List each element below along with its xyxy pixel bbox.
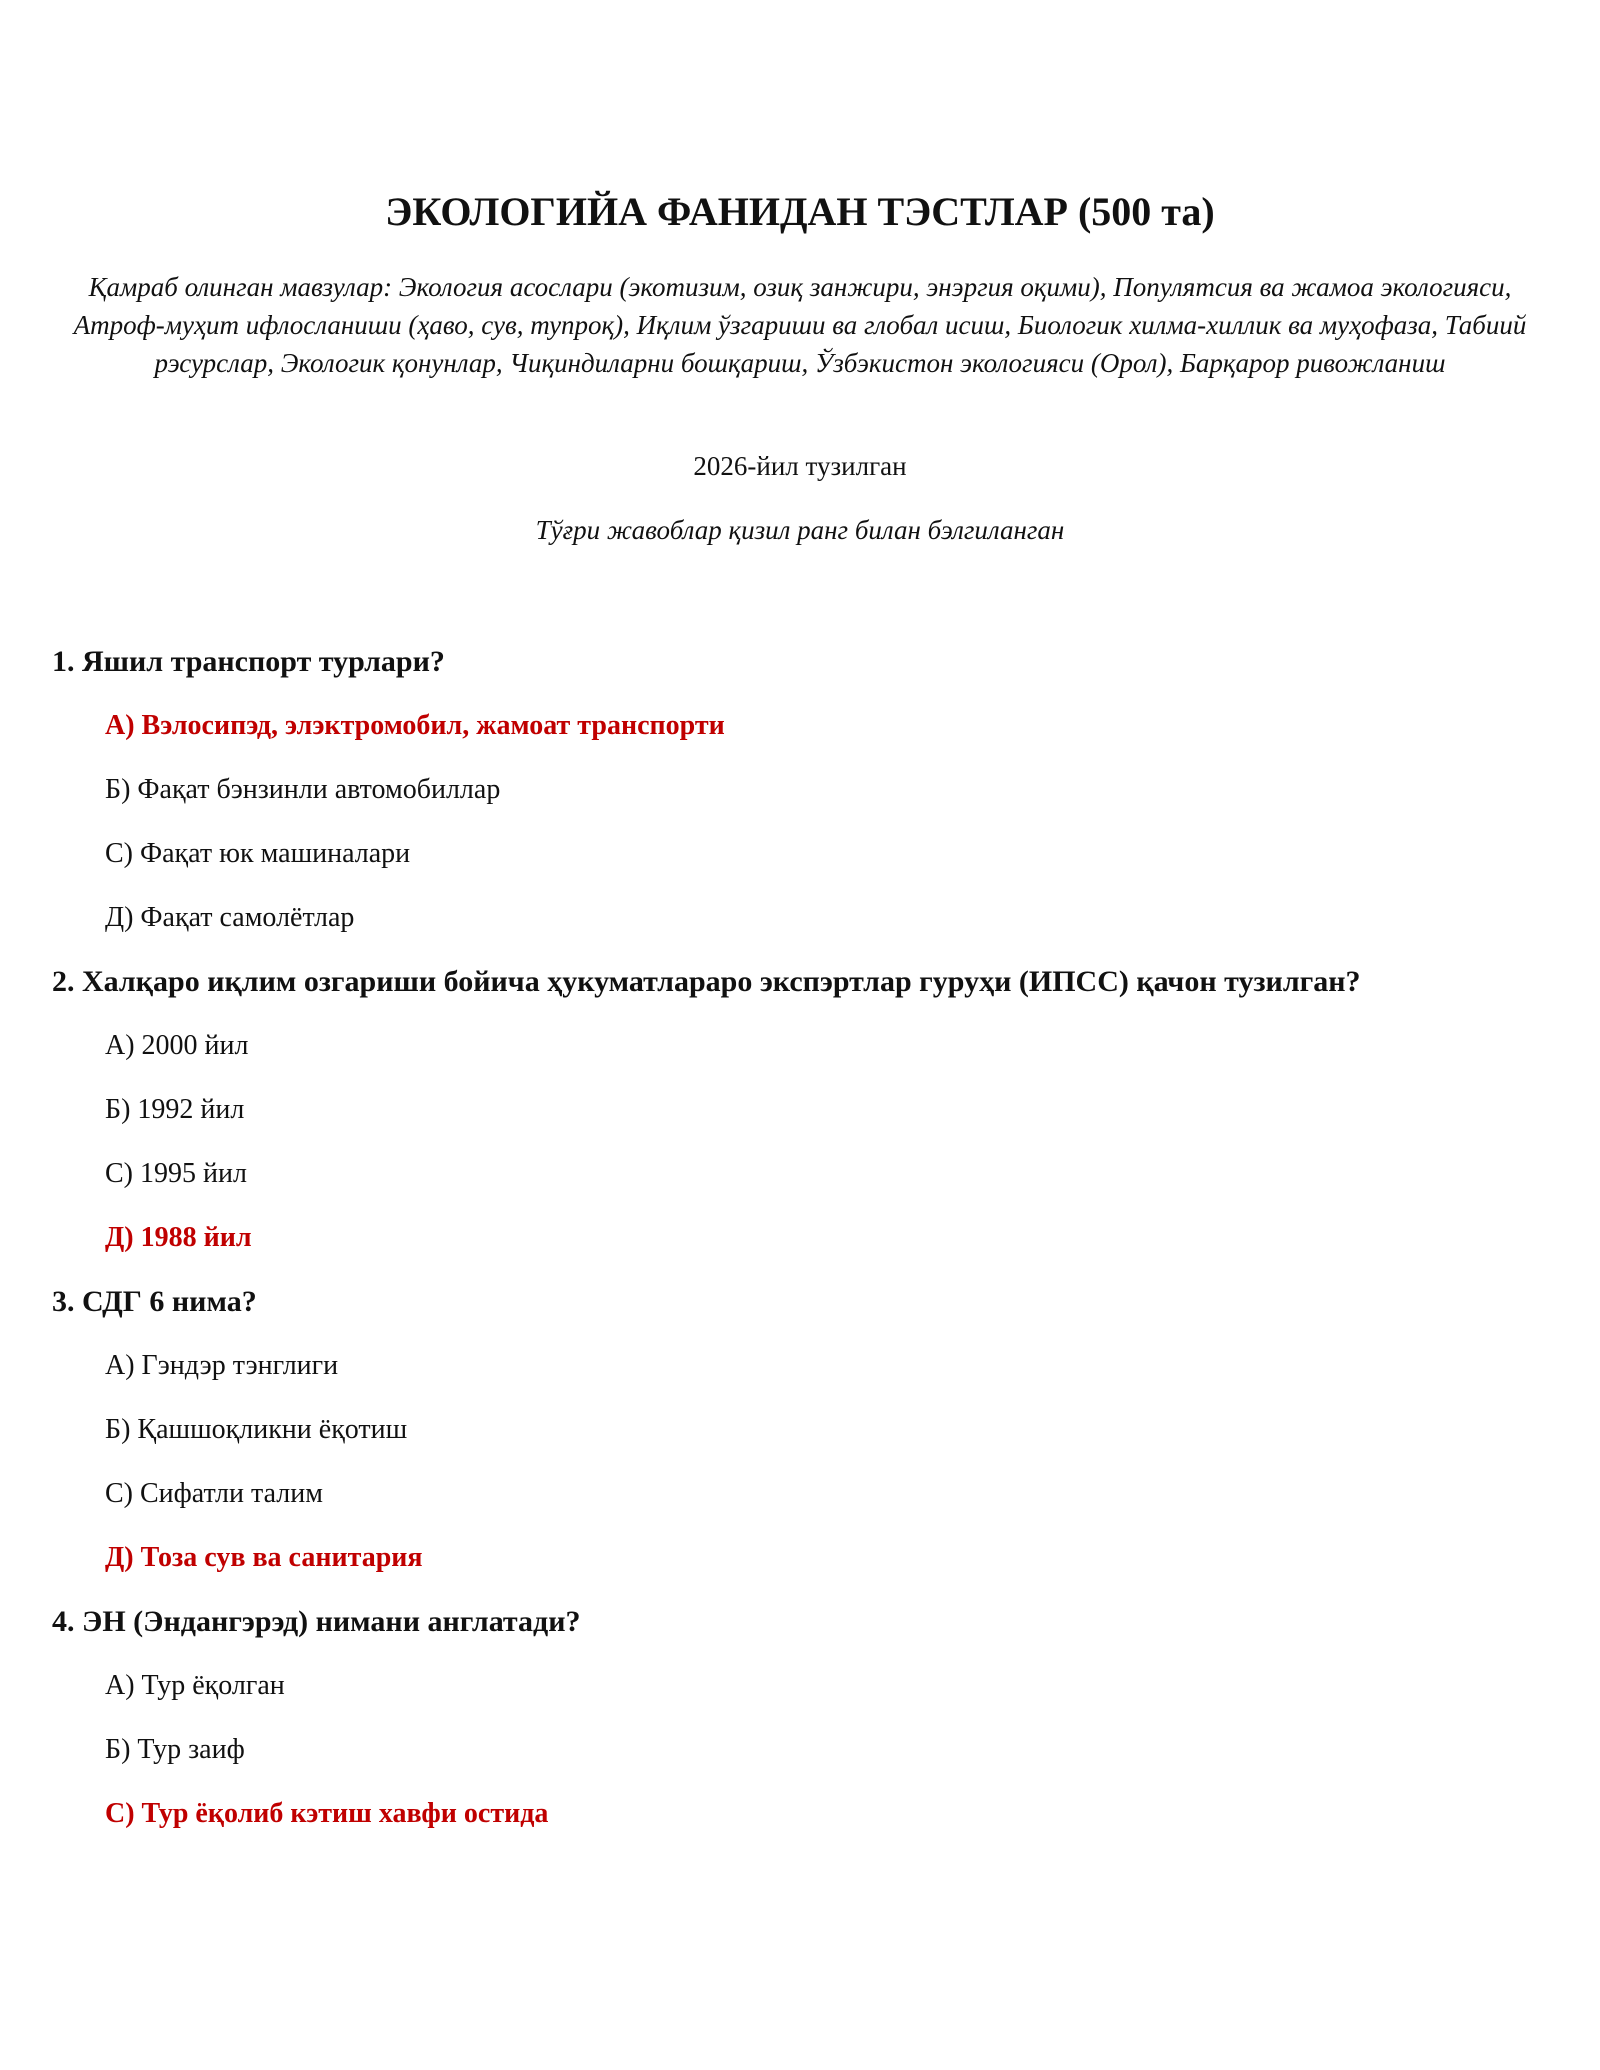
question-item [52, 642, 1552, 938]
topics-subtitle: Қамраб олинган мавзулар: Экология асослари (экотизим, озиқ занжири, энэргия оқими), Популятсия ва жамоа экологияси, Атроф-муҳит ифлосланиши (ҳаво, сув, тупроқ), Иқлим ўзгариши ва глобал исиш, Биологик хилма-хиллик ва муҳофаза, Табиий рэсурслар, Экологик қонунлар, Чиқиндиларни бошқариш, Ўзбэкистон экологияси (Орол), Барқарор ривожланиш [73, 272, 1527, 378]
page-title: ЭКОЛОГИЙА ФАНИДАН ТЭСТЛАР (500 та) [385, 189, 1215, 234]
correct-answer-note: Тўғри жавоблар қизил ранг билан бэлгиланган [535, 515, 1065, 545]
answer-option: Д) Тоза сув ва санитария [105, 1542, 423, 1573]
answer-option: Б) Қашшоқликни ёқотиш [105, 1414, 408, 1445]
question-text: 2. Халқаро иқлим озгариши бойича ҳукуматлараро экспэртлар гуруҳи (ИПСС) қачон тузилган? [52, 965, 1361, 998]
question-item [52, 962, 1552, 1258]
question-text: 4. ЭН (Эндангэрэд) нимани англатади? [52, 1605, 581, 1638]
answer-option: С) 1995 йил [105, 1158, 247, 1189]
answer-option: С) Сифатли талим [105, 1478, 323, 1509]
year-line: 2026-йил тузилган [693, 451, 907, 481]
question-item [52, 1602, 1552, 1834]
answer-option: А) Тур ёқолган [105, 1670, 285, 1701]
question-item [52, 1282, 1552, 1578]
question-list [52, 642, 1552, 1858]
question-text: 1. Яшил транспорт турлари? [52, 645, 445, 678]
answer-option: Б) Тур заиф [105, 1734, 245, 1765]
question-text: 3. СДГ 6 нима? [52, 1285, 257, 1318]
answer-option: А) Гэндэр тэнглиги [105, 1350, 339, 1381]
answer-option: Д) Фақат самолётлар [105, 902, 355, 933]
answer-option: С) Фақат юк машиналари [105, 838, 411, 869]
answer-option: С) Тур ёқолиб кэтиш хавфи остида [105, 1798, 549, 1829]
answer-option: Б) Фақат бэнзинли автомобиллар [105, 774, 501, 805]
answer-option: Б) 1992 йил [105, 1094, 245, 1125]
answer-option: Д) 1988 йил [105, 1222, 252, 1253]
answer-option: А) Вэлосипэд, элэктромобил, жамоат транспорти [105, 710, 725, 741]
answer-option: А) 2000 йил [105, 1030, 249, 1061]
